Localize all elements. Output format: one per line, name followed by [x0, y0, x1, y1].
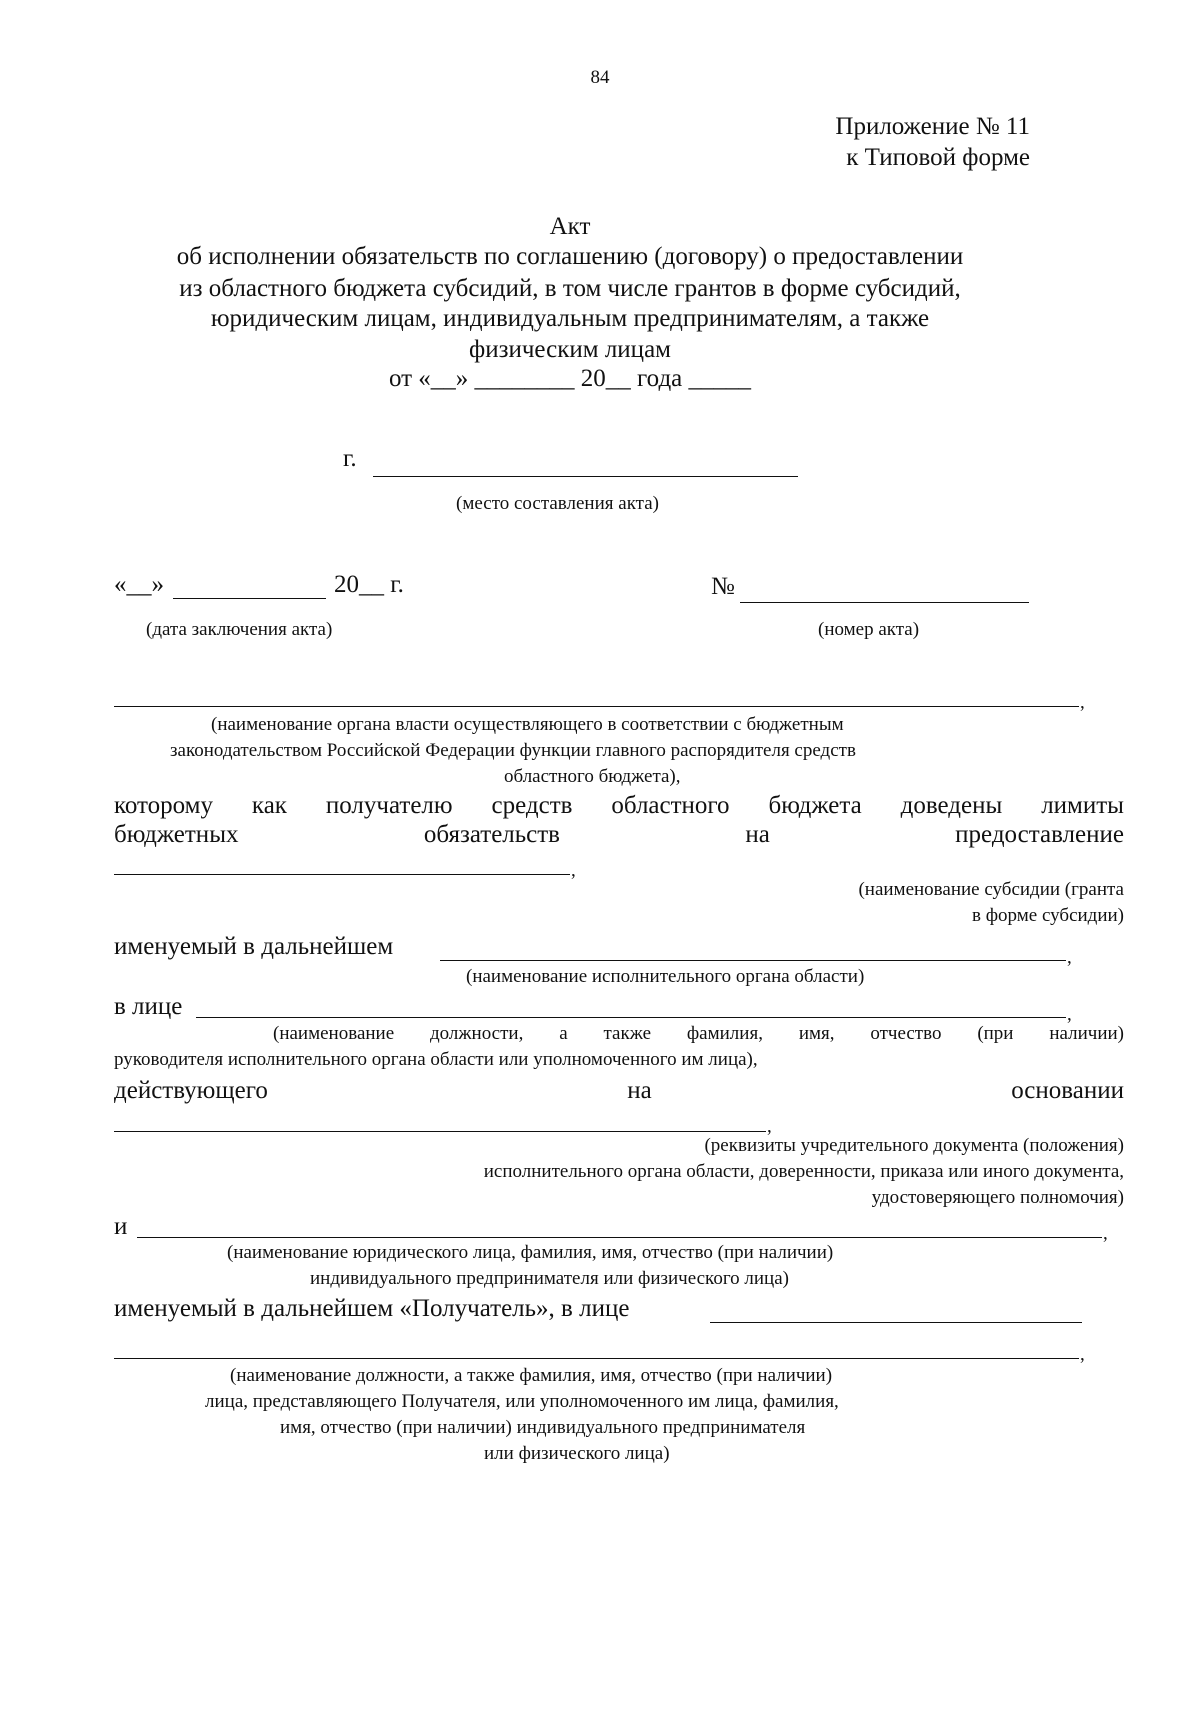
- recipient-person-blank-line-2: [114, 1358, 1079, 1359]
- word: которому: [114, 792, 213, 819]
- authority-blank-line: [114, 706, 1079, 707]
- word: на: [745, 821, 770, 848]
- word: также: [603, 1023, 652, 1044]
- word: имя,: [798, 1023, 835, 1044]
- authority-caption-1: (наименование органа власти осуществляющего в соответствии с бюджетным: [211, 714, 844, 735]
- title-date-from: от «__» ________ 20__ года _____: [388, 365, 752, 392]
- word: фамилия,: [686, 1023, 763, 1044]
- basis-blank-line: [114, 1131, 766, 1132]
- word: основании: [1011, 1077, 1124, 1104]
- party-caption-2: индивидуального предпринимателя или физического лица): [310, 1268, 789, 1289]
- executive-comma: ,: [1067, 947, 1072, 968]
- party-comma: ,: [1103, 1223, 1108, 1244]
- page-number: 84: [590, 67, 610, 88]
- appendix-line-2: к Типовой форме: [846, 144, 1030, 171]
- authority-comma: ,: [1080, 692, 1085, 713]
- word: получателю: [325, 792, 453, 819]
- acting-line: [114, 1078, 1124, 1103]
- word: средств: [491, 792, 573, 819]
- basis-comma: ,: [767, 1116, 772, 1137]
- word: наличии): [1049, 1023, 1124, 1044]
- word: бюджета: [768, 792, 862, 819]
- basis-caption-2: исполнительного органа области, доверенности, приказа или иного документа,: [483, 1161, 1124, 1182]
- final-caption-2: лица, представляющего Получателя, или уполномоченного им лица, фамилия,: [205, 1391, 839, 1412]
- recipient-comma: ,: [1080, 1344, 1085, 1365]
- appendix-line-1: Приложение № 11: [835, 113, 1030, 140]
- budget-text-line-1: [114, 793, 1124, 818]
- place-prefix: г.: [343, 445, 357, 472]
- person-caption-2: руководителя исполнительного органа области или уполномоченного им лица),: [114, 1049, 758, 1070]
- person-comma: ,: [1067, 1004, 1072, 1025]
- number-sign: №: [711, 573, 735, 600]
- word: должности,: [430, 1023, 524, 1044]
- title-line-3: из областного бюджета субсидий, в том числе грантов в форме субсидий,: [179, 275, 961, 302]
- executive-label: именуемый в дальнейшем: [114, 933, 394, 960]
- place-blank-line: [373, 476, 798, 477]
- subsidy-comma: ,: [571, 860, 576, 881]
- word: областного: [611, 792, 730, 819]
- named-recipient-label: именуемый в дальнейшем «Получатель», в лице: [114, 1295, 630, 1322]
- title-line-2: об исполнении обязательств по соглашению (договору) о предоставлении: [176, 243, 964, 270]
- word: обязательств: [423, 821, 560, 848]
- word: доведены: [900, 792, 1003, 819]
- authority-caption-2: законодательством Российской Федерации функции главного распорядителя средств: [170, 740, 856, 761]
- title-akt: Акт: [549, 213, 591, 240]
- subsidy-blank-line: [114, 874, 570, 875]
- recipient-person-blank-line: [710, 1322, 1082, 1323]
- basis-caption-1: (реквизиты учредительного документа (положения): [704, 1135, 1124, 1156]
- word: на: [627, 1077, 652, 1104]
- date-year: 20__ г.: [334, 571, 404, 598]
- final-caption-1: (наименование должности, а также фамилия, имя, отчество (при наличии): [230, 1365, 833, 1386]
- party-caption-1: (наименование юридического лица, фамилия, имя, отчество (при наличии): [227, 1242, 834, 1263]
- party-blank-line: [137, 1237, 1102, 1238]
- person-blank-line: [196, 1017, 1066, 1018]
- word: (наименование: [273, 1023, 395, 1044]
- basis-caption-3: удостоверяющего полномочия): [871, 1187, 1124, 1208]
- authority-caption-3: областного бюджета),: [504, 766, 681, 787]
- date-day: «__»: [114, 571, 164, 598]
- subsidy-caption-1: (наименование субсидии (гранта: [858, 879, 1124, 900]
- title-line-4: юридическим лицам, индивидуальным предпринимателям, а также: [210, 305, 930, 332]
- executive-blank-line: [440, 960, 1066, 961]
- subsidy-caption-2: в форме субсидии): [972, 905, 1124, 926]
- party-label-i: и: [114, 1213, 128, 1240]
- date-caption: (дата заключения акта): [146, 619, 333, 640]
- person-label: в лице: [114, 993, 183, 1020]
- word: бюджетных: [114, 821, 239, 848]
- number-blank-line: [740, 602, 1029, 603]
- word: лимиты: [1041, 792, 1124, 819]
- word: предоставление: [955, 821, 1124, 848]
- date-month-line: [173, 598, 326, 599]
- person-caption-1: [273, 1024, 1124, 1043]
- title-line-5: физическим лицам: [469, 336, 671, 363]
- number-caption: (номер акта): [818, 619, 920, 640]
- final-caption-4: или физического лица): [484, 1443, 670, 1464]
- budget-text-line-2: [114, 822, 1124, 847]
- word: а: [559, 1023, 568, 1044]
- word: (при: [977, 1023, 1014, 1044]
- final-caption-3: имя, отчество (при наличии) индивидуального предпринимателя: [280, 1417, 806, 1438]
- place-caption: (место составления акта): [456, 493, 659, 514]
- word: действующего: [114, 1077, 268, 1104]
- word: как: [251, 792, 287, 819]
- word: отчество: [870, 1023, 942, 1044]
- executive-caption: (наименование исполнительного органа области): [466, 966, 865, 987]
